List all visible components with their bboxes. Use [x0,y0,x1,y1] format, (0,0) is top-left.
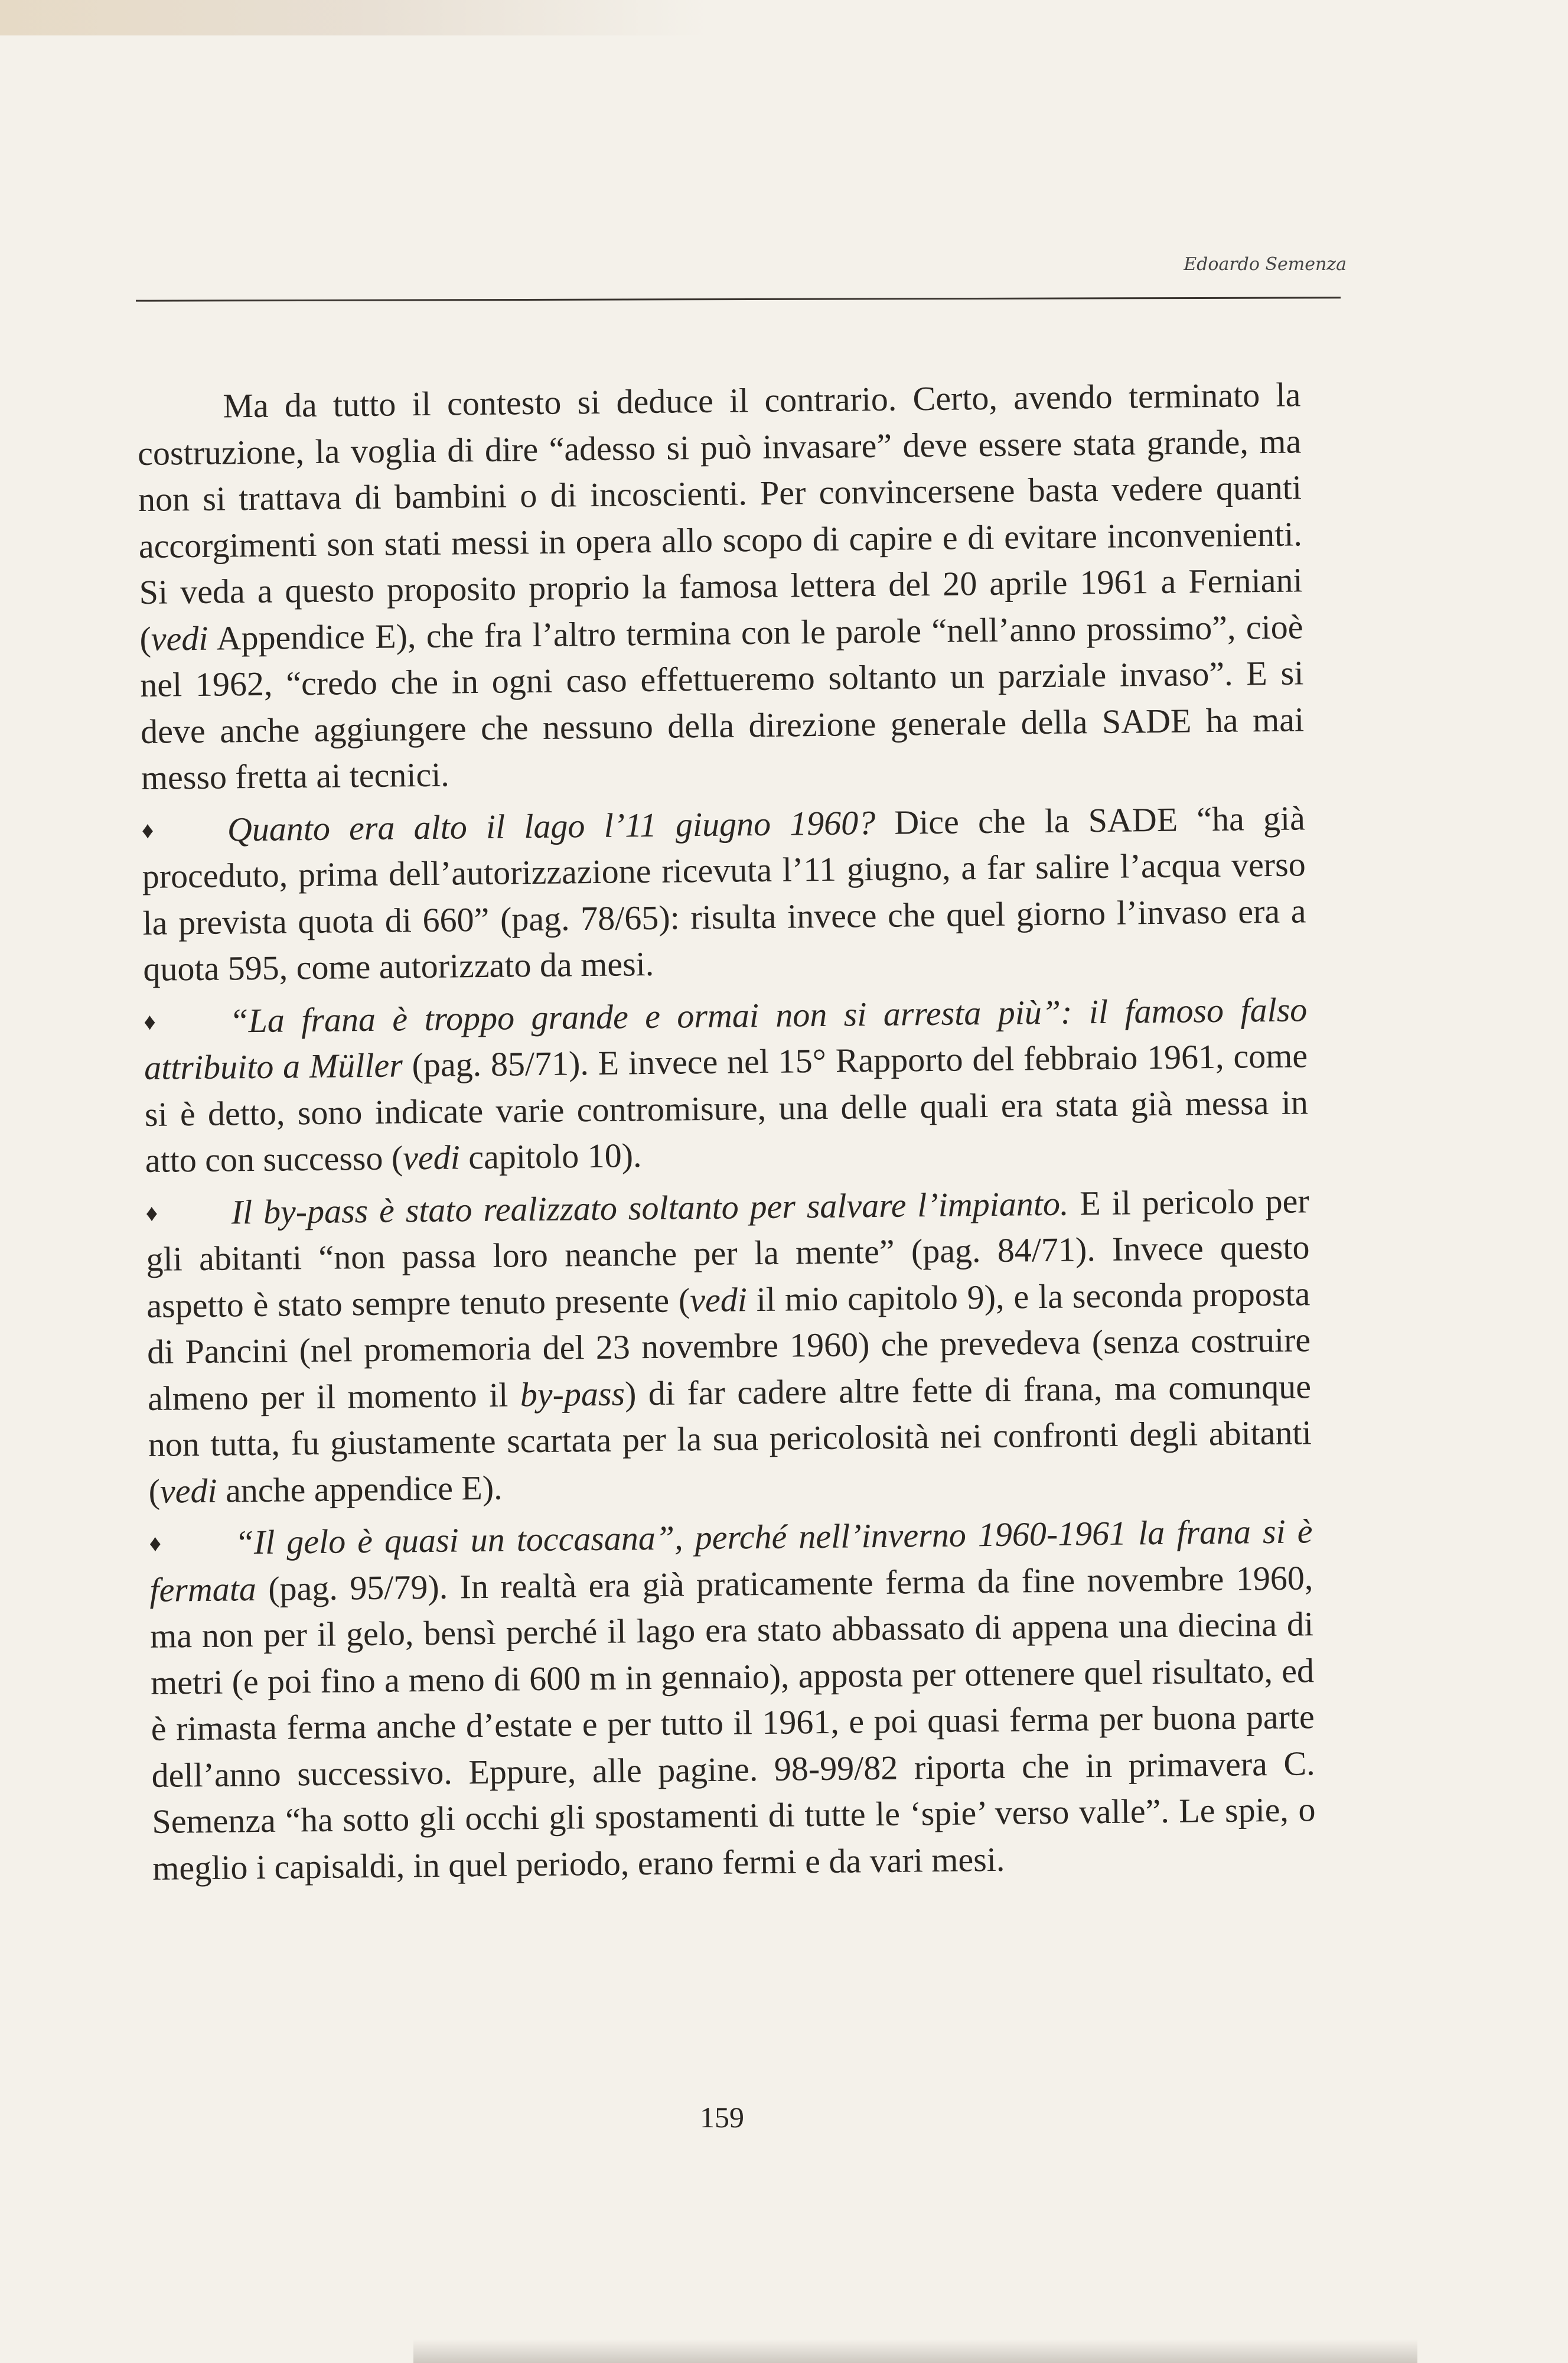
page-number: 159 [700,2101,744,2134]
text-segment: capitolo 10). [459,1136,642,1177]
text-segment: Appendice E), che fra l’altro termina con le parole “nell’anno prossimo”, cioè nel 1962, “credo che in ogni caso effettueremo soltanto un parziale invaso”. E si deve anche aggiungere che nessuno della direzione generale della SADE ha mai messo fretta ai tecnici. [139,607,1305,797]
bullet-item [145,1178,1312,1515]
diamond-bullet-icon: ♦ [145,1199,158,1226]
italic-segment: vedi [159,1471,217,1511]
header-rule [136,297,1341,301]
italic-segment: by-pass [520,1373,625,1414]
italic-segment: “La frana è troppo grande e ormai non si arresta più”: il famoso falso attribuito a Müller [144,990,1308,1087]
text-segment: Dice che la SADE “ha già proceduto, prima dell’autorizzazione ricevuta l’11 giugno, a far salire l’acqua verso la prevista quota di 660” (pag. 78/65): risulta invece che quel giorno l’invaso era a quota 595, come autorizzato da mesi. [142,798,1306,988]
bullet-item [142,795,1307,993]
italic-segment: vedi [151,619,208,658]
page-stain [0,0,709,35]
bullet-item [149,1508,1316,1892]
diamond-bullet-icon: ♦ [149,1529,162,1557]
text-segment: anche appendice E). [217,1468,503,1510]
body-text [137,372,1316,1891]
intro-paragraph [137,372,1305,801]
running-head: Edoardo Semenza [1184,254,1347,275]
italic-segment: Il by-pass è stato realizzato soltanto per salvare l’impianto. [231,1184,1069,1231]
text-segment: E il pericolo per gli abitanti “non passa loro neanche per la mente” (pag. 84/71). Invece questo aspetto è stato sempre tenuto presente ( [146,1181,1310,1325]
italic-segment: vedi [402,1138,461,1177]
italic-segment: Quanto era alto il lago l’11 giugno 1960? [227,803,876,848]
italic-segment: “Il gelo è quasi un toccasana”, perché nell’inverno 1960-1961 la frana si è fermata [149,1512,1313,1609]
italic-segment: vedi [689,1280,748,1319]
bullet-item [144,987,1309,1184]
text-segment: ) di far cadere altre fette di frana, ma comunque non tutta, fu giustamente scartata per la sua pericolosità nei confronti degli abitanti ( [148,1366,1312,1511]
text-segment: Ma da tutto il contesto si deduce il contrario. Certo, avendo terminato la costruzione, la voglia di dire “adesso si può invasare” deve essere stata grande, ma non si trattava di bambini o di incoscienti. Per convincersene basta vedere quanti accorgimenti son stati messi in opera allo scopo di capire e di evitare inconvenienti. Si veda a questo proposito proprio la famosa lettera del 20 aprile 1961 a Ferniani ( [137,375,1303,658]
diamond-bullet-icon: ♦ [144,1008,156,1035]
text-segment: (pag. 85/71). E invece nel 15° Rapporto del febbraio 1961, come si è detto, sono indicate varie contromisure, una delle quali era stata già messa in atto con successo ( [144,1036,1309,1180]
diamond-bullet-icon: ♦ [141,816,154,844]
page-edge-shadow [413,2339,1417,2363]
text-segment: il mio capitolo 9), e la seconda proposta di Pancini (nel promemoria del 23 novembre 1960) che prevedeva (senza costruire almeno per il momento il [146,1274,1311,1418]
text-segment: (pag. 95/79). In realtà era già praticamente ferma da fine novembre 1960, ma non per il gelo, bensì perché il lago era stato abbassato di appena una diecina di metri (e poi fino a meno di 600 m in gennaio), apposta per ottenere quel risultato, ed è rimasta ferma anche d’estate e per tutto il 1961, e poi quasi ferma per buona parte dell’anno successivo. Eppure, alle pagine. 98-99/82 riporta che in primavera C. Semenza “ha sotto gli occhi gli spostamenti di tutte le ‘spie’ verso valle”. Le spie, o meglio i capisaldi, in quel periodo, erano fermi e da vari mesi. [149,1558,1316,1887]
